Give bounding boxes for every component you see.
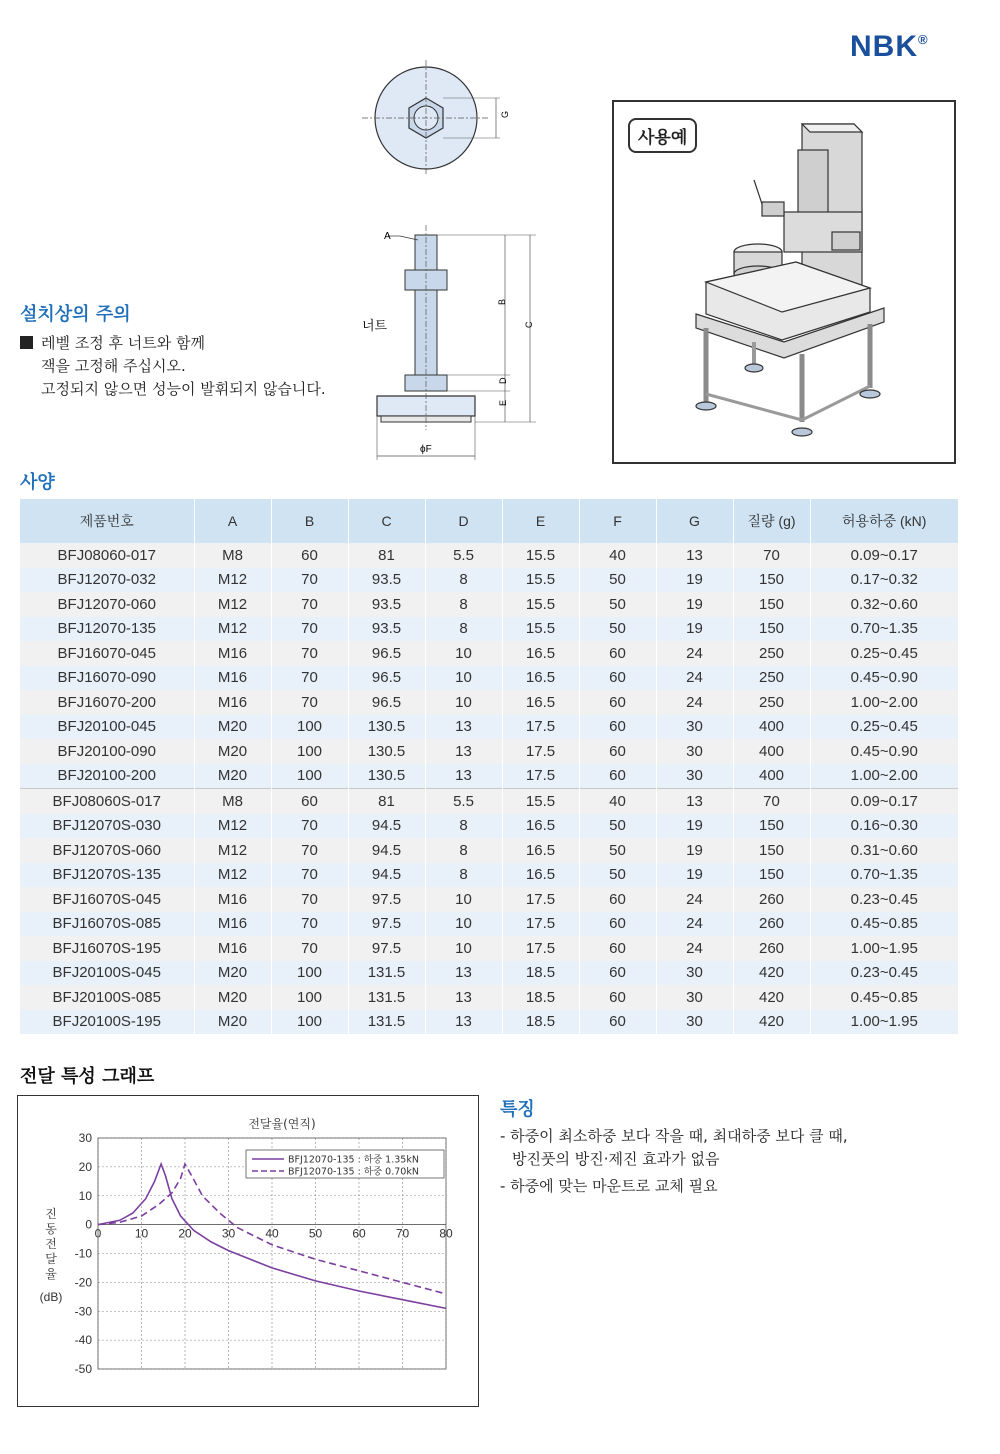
table-cell: 50 bbox=[579, 568, 656, 593]
machine-illustration bbox=[614, 102, 954, 462]
table-cell: 400 bbox=[733, 715, 810, 740]
table-cell: 260 bbox=[733, 912, 810, 937]
table-row bbox=[20, 592, 958, 617]
table-cell: 30 bbox=[656, 961, 733, 986]
table-cell: 0.25~0.45 bbox=[810, 715, 958, 740]
table-cell: 17.5 bbox=[502, 887, 579, 912]
table-cell: BFJ12070-060 bbox=[20, 592, 194, 617]
table-cell: 60 bbox=[579, 961, 656, 986]
table-cell: 13 bbox=[425, 715, 502, 740]
table-cell: 30 bbox=[656, 985, 733, 1010]
table-cell: 19 bbox=[656, 617, 733, 642]
label-g: G bbox=[500, 110, 510, 118]
x-tick-label: 80 bbox=[439, 1226, 453, 1241]
table-row bbox=[20, 887, 958, 912]
table-cell: 0.45~0.90 bbox=[810, 666, 958, 691]
table-cell: 97.5 bbox=[348, 912, 425, 937]
x-tick-label: 40 bbox=[265, 1226, 279, 1241]
table-cell: 10 bbox=[425, 666, 502, 691]
table-cell: 18.5 bbox=[502, 1010, 579, 1035]
table-cell: M8 bbox=[194, 543, 271, 568]
table-row bbox=[20, 690, 958, 715]
table-cell: 0.70~1.35 bbox=[810, 617, 958, 642]
table-cell: 97.5 bbox=[348, 887, 425, 912]
table-row bbox=[20, 666, 958, 691]
label-e: E bbox=[498, 399, 508, 406]
table-cell: 15.5 bbox=[502, 543, 579, 568]
table-cell: BFJ08060-017 bbox=[20, 543, 194, 568]
table-cell: 96.5 bbox=[348, 666, 425, 691]
table-cell: 15.5 bbox=[502, 592, 579, 617]
label-a: A bbox=[384, 231, 391, 242]
table-cell: BFJ20100S-045 bbox=[20, 961, 194, 986]
table-cell: 10 bbox=[425, 690, 502, 715]
col-header: C bbox=[348, 499, 425, 543]
table-cell: 93.5 bbox=[348, 592, 425, 617]
table-row bbox=[20, 814, 958, 839]
table-cell: 5.5 bbox=[425, 789, 502, 814]
table-cell: 15.5 bbox=[502, 789, 579, 814]
table-cell: 60 bbox=[271, 543, 348, 568]
table-row bbox=[20, 961, 958, 986]
table-cell: 16.5 bbox=[502, 814, 579, 839]
x-tick-label: 70 bbox=[395, 1226, 410, 1241]
feature-item: - 하중이 최소하중 보다 작을 때, 최대하중 보다 클 때, 방진풋의 방진·제진 효과가 없음 bbox=[500, 1127, 848, 1168]
table-cell: 260 bbox=[733, 936, 810, 961]
table-cell: 40 bbox=[579, 789, 656, 814]
table-cell: 70 bbox=[271, 568, 348, 593]
table-cell: 70 bbox=[271, 863, 348, 888]
table-cell: 0.09~0.17 bbox=[810, 543, 958, 568]
table-cell: BFJ12070S-030 bbox=[20, 814, 194, 839]
table-cell: BFJ16070S-195 bbox=[20, 936, 194, 961]
col-header: A bbox=[194, 499, 271, 543]
table-cell: M12 bbox=[194, 617, 271, 642]
table-cell: 70 bbox=[271, 838, 348, 863]
table-cell: 60 bbox=[579, 715, 656, 740]
table-cell: 19 bbox=[656, 568, 733, 593]
table-cell: 30 bbox=[656, 739, 733, 764]
table-cell: 70 bbox=[271, 814, 348, 839]
table-cell: 70 bbox=[271, 592, 348, 617]
y-tick-label: 30 bbox=[78, 1131, 92, 1145]
table-cell: 30 bbox=[656, 1010, 733, 1035]
table-cell: BFJ08060S-017 bbox=[20, 789, 194, 814]
table-cell: BFJ16070-045 bbox=[20, 641, 194, 666]
col-header: 질량 (g) bbox=[733, 499, 810, 543]
table-cell: 8 bbox=[425, 568, 502, 593]
table-cell: 8 bbox=[425, 814, 502, 839]
col-header: D bbox=[425, 499, 502, 543]
table-cell: 13 bbox=[425, 764, 502, 789]
table-cell: 8 bbox=[425, 863, 502, 888]
table-cell: 13 bbox=[656, 543, 733, 568]
table-cell: 70 bbox=[271, 666, 348, 691]
table-cell: 16.5 bbox=[502, 641, 579, 666]
table-cell: M20 bbox=[194, 985, 271, 1010]
table-cell: 60 bbox=[579, 690, 656, 715]
table-cell: 10 bbox=[425, 641, 502, 666]
table-cell: M16 bbox=[194, 887, 271, 912]
table-cell: 40 bbox=[579, 543, 656, 568]
table-cell: 16.5 bbox=[502, 863, 579, 888]
table-cell: 260 bbox=[733, 887, 810, 912]
table-cell: 8 bbox=[425, 838, 502, 863]
y-axis-label-char: 달 bbox=[45, 1252, 57, 1266]
table-cell: BFJ20100S-085 bbox=[20, 985, 194, 1010]
table-cell: 0.25~0.45 bbox=[810, 641, 958, 666]
table-cell: 150 bbox=[733, 592, 810, 617]
table-cell: M20 bbox=[194, 961, 271, 986]
y-axis-label-char: 전 bbox=[45, 1237, 57, 1251]
table-cell: 131.5 bbox=[348, 985, 425, 1010]
table-cell: 16.5 bbox=[502, 690, 579, 715]
label-c: C bbox=[524, 321, 534, 328]
label-f: ϕF bbox=[420, 444, 432, 455]
table-cell: 50 bbox=[579, 863, 656, 888]
table-cell: 60 bbox=[579, 887, 656, 912]
table-cell: 81 bbox=[348, 789, 425, 814]
table-cell: 8 bbox=[425, 592, 502, 617]
bullet-square-icon bbox=[20, 336, 33, 349]
table-cell: 70 bbox=[271, 912, 348, 937]
table-cell: 60 bbox=[579, 985, 656, 1010]
table-row bbox=[20, 985, 958, 1010]
table-cell: M16 bbox=[194, 912, 271, 937]
table-cell: BFJ20100S-195 bbox=[20, 1010, 194, 1035]
legend-entry: BFJ12070-135 : 하중 0.70kN bbox=[288, 1166, 419, 1178]
table-cell: 15.5 bbox=[502, 617, 579, 642]
table-cell: 19 bbox=[656, 838, 733, 863]
table-cell: 19 bbox=[656, 863, 733, 888]
table-cell: M16 bbox=[194, 666, 271, 691]
table-cell: BFJ12070-135 bbox=[20, 617, 194, 642]
table-cell: 0.45~0.85 bbox=[810, 985, 958, 1010]
table-cell: 0.17~0.32 bbox=[810, 568, 958, 593]
table-cell: 70 bbox=[271, 887, 348, 912]
x-tick-label: 60 bbox=[352, 1226, 366, 1241]
table-cell: 13 bbox=[656, 789, 733, 814]
col-header: 허용하중 (kN) bbox=[810, 499, 958, 543]
spec-table bbox=[20, 499, 958, 1034]
table-cell: 60 bbox=[579, 641, 656, 666]
table-cell: 0.45~0.90 bbox=[810, 739, 958, 764]
table-cell: 420 bbox=[733, 1010, 810, 1035]
table-cell: 10 bbox=[425, 887, 502, 912]
table-cell: M12 bbox=[194, 592, 271, 617]
table-cell: 10 bbox=[425, 912, 502, 937]
col-header: B bbox=[271, 499, 348, 543]
y-tick-label: 20 bbox=[78, 1159, 92, 1174]
table-cell: BFJ20100-200 bbox=[20, 764, 194, 789]
table-cell: 93.5 bbox=[348, 568, 425, 593]
col-header: G bbox=[656, 499, 733, 543]
table-cell: 130.5 bbox=[348, 739, 425, 764]
table-cell: 1.00~1.95 bbox=[810, 1010, 958, 1035]
table-cell: 420 bbox=[733, 961, 810, 986]
table-cell: 60 bbox=[579, 666, 656, 691]
table-cell: 100 bbox=[271, 739, 348, 764]
table-cell: M16 bbox=[194, 690, 271, 715]
table-cell: 0.16~0.30 bbox=[810, 814, 958, 839]
table-cell: 400 bbox=[733, 739, 810, 764]
table-cell: 100 bbox=[271, 715, 348, 740]
table-cell: 50 bbox=[579, 592, 656, 617]
table-cell: M12 bbox=[194, 568, 271, 593]
table-row bbox=[20, 912, 958, 937]
label-nut: 너트 bbox=[362, 319, 388, 334]
table-row bbox=[20, 543, 958, 568]
table-cell: 19 bbox=[656, 814, 733, 839]
table-cell: 0.70~1.35 bbox=[810, 863, 958, 888]
table-cell: 50 bbox=[579, 838, 656, 863]
table-cell: 96.5 bbox=[348, 641, 425, 666]
table-cell: 1.00~2.00 bbox=[810, 764, 958, 789]
table-cell: BFJ12070S-060 bbox=[20, 838, 194, 863]
notice-title: 설치상의 주의 bbox=[20, 304, 131, 325]
table-row bbox=[20, 617, 958, 642]
y-tick-label: -50 bbox=[74, 1362, 92, 1376]
table-cell: 81 bbox=[348, 543, 425, 568]
table-cell: 13 bbox=[425, 1010, 502, 1035]
usage-label: 사용예 bbox=[628, 118, 697, 153]
table-cell: 150 bbox=[733, 838, 810, 863]
table-cell: 150 bbox=[733, 617, 810, 642]
table-cell: BFJ12070-032 bbox=[20, 568, 194, 593]
feature-item: - 하중에 맞는 마운트로 교체 필요 bbox=[500, 1177, 718, 1195]
table-cell: M8 bbox=[194, 789, 271, 814]
features-title: 특징 bbox=[500, 1099, 535, 1120]
table-cell: 131.5 bbox=[348, 1010, 425, 1035]
table-cell: M12 bbox=[194, 863, 271, 888]
y-tick-label: -30 bbox=[74, 1304, 92, 1319]
table-cell: BFJ20100-045 bbox=[20, 715, 194, 740]
table-cell: 250 bbox=[733, 641, 810, 666]
table-cell: 93.5 bbox=[348, 617, 425, 642]
table-row bbox=[20, 789, 958, 814]
table-cell: 24 bbox=[656, 690, 733, 715]
table-cell: 17.5 bbox=[502, 912, 579, 937]
table-cell: 13 bbox=[425, 985, 502, 1010]
table-cell: 130.5 bbox=[348, 715, 425, 740]
table-cell: 24 bbox=[656, 666, 733, 691]
table-cell: 70 bbox=[271, 617, 348, 642]
y-axis-label-char: 동 bbox=[45, 1222, 57, 1236]
table-cell: 60 bbox=[579, 739, 656, 764]
y-axis-label-char: 진 bbox=[45, 1207, 57, 1221]
table-cell: 17.5 bbox=[502, 764, 579, 789]
table-cell: 150 bbox=[733, 814, 810, 839]
y-axis-label-char: 율 bbox=[45, 1267, 57, 1281]
table-cell: 13 bbox=[425, 961, 502, 986]
table-cell: 5.5 bbox=[425, 543, 502, 568]
table-cell: 16.5 bbox=[502, 838, 579, 863]
table-cell: 16.5 bbox=[502, 666, 579, 691]
table-cell: 97.5 bbox=[348, 936, 425, 961]
table-cell: 10 bbox=[425, 936, 502, 961]
table-cell: 60 bbox=[579, 936, 656, 961]
table-cell: 100 bbox=[271, 764, 348, 789]
table-cell: 400 bbox=[733, 764, 810, 789]
table-cell: 30 bbox=[656, 715, 733, 740]
graph-box bbox=[17, 1095, 479, 1407]
y-tick-label: -40 bbox=[74, 1333, 92, 1348]
spec-title: 사양 bbox=[20, 472, 55, 493]
table-row bbox=[20, 568, 958, 593]
table-cell: 94.5 bbox=[348, 863, 425, 888]
table-cell: M20 bbox=[194, 739, 271, 764]
table-cell: 150 bbox=[733, 863, 810, 888]
table-cell: 70 bbox=[733, 543, 810, 568]
col-header: F bbox=[579, 499, 656, 543]
table-cell: 24 bbox=[656, 641, 733, 666]
x-tick-label: 50 bbox=[308, 1226, 323, 1241]
table-cell: 420 bbox=[733, 985, 810, 1010]
table-row bbox=[20, 838, 958, 863]
table-cell: M20 bbox=[194, 1010, 271, 1035]
table-cell: 94.5 bbox=[348, 838, 425, 863]
y-tick-label: 0 bbox=[85, 1217, 92, 1232]
technical-drawing bbox=[350, 60, 570, 470]
table-cell: 18.5 bbox=[502, 985, 579, 1010]
table-cell: 100 bbox=[271, 961, 348, 986]
features-list bbox=[500, 1125, 848, 1198]
table-row bbox=[20, 739, 958, 764]
table-cell: M20 bbox=[194, 715, 271, 740]
table-cell: 0.09~0.17 bbox=[810, 789, 958, 814]
table-cell: 60 bbox=[579, 764, 656, 789]
table-cell: M12 bbox=[194, 838, 271, 863]
table-cell: 131.5 bbox=[348, 961, 425, 986]
x-tick-label: 20 bbox=[178, 1226, 192, 1241]
table-cell: 1.00~1.95 bbox=[810, 936, 958, 961]
usage-example-box bbox=[612, 100, 956, 464]
table-cell: 70 bbox=[271, 690, 348, 715]
y-tick-label: -20 bbox=[74, 1275, 92, 1290]
table-cell: 0.23~0.45 bbox=[810, 887, 958, 912]
table-cell: 1.00~2.00 bbox=[810, 690, 958, 715]
col-header: 제품번호 bbox=[20, 499, 194, 543]
table-cell: BFJ16070S-085 bbox=[20, 912, 194, 937]
table-row bbox=[20, 764, 958, 789]
table-cell: 100 bbox=[271, 1010, 348, 1035]
table-cell: 24 bbox=[656, 912, 733, 937]
table-cell: 94.5 bbox=[348, 814, 425, 839]
table-cell: 70 bbox=[271, 641, 348, 666]
legend-entry: BFJ12070-135 : 하중 1.35kN bbox=[288, 1154, 419, 1166]
table-cell: 60 bbox=[271, 789, 348, 814]
table-cell: BFJ16070S-045 bbox=[20, 887, 194, 912]
chart-title: 전달율(연직) bbox=[248, 1117, 316, 1131]
table-cell: M16 bbox=[194, 936, 271, 961]
table-cell: 15.5 bbox=[502, 568, 579, 593]
table-cell: M12 bbox=[194, 814, 271, 839]
table-cell: 60 bbox=[579, 912, 656, 937]
table-cell: 0.32~0.60 bbox=[810, 592, 958, 617]
table-cell: 0.45~0.85 bbox=[810, 912, 958, 937]
table-cell: 150 bbox=[733, 568, 810, 593]
table-cell: 17.5 bbox=[502, 715, 579, 740]
table-cell: BFJ20100-090 bbox=[20, 739, 194, 764]
notice-text: 레벨 조정 후 너트와 함께 잭을 고정해 주십시오. 고정되지 않으면 성능이 발휘되지 않습니다. bbox=[20, 332, 326, 401]
table-cell: 50 bbox=[579, 814, 656, 839]
brand-logo: NBK® bbox=[850, 30, 929, 63]
table-cell: 100 bbox=[271, 985, 348, 1010]
table-cell: 24 bbox=[656, 887, 733, 912]
y-tick-label: -10 bbox=[74, 1246, 92, 1261]
table-cell: 19 bbox=[656, 592, 733, 617]
table-cell: 13 bbox=[425, 739, 502, 764]
table-cell: 50 bbox=[579, 617, 656, 642]
table-cell: 24 bbox=[656, 936, 733, 961]
table-cell: 70 bbox=[733, 789, 810, 814]
x-tick-label: 30 bbox=[221, 1226, 236, 1241]
label-b: B bbox=[497, 298, 507, 305]
table-cell: BFJ16070-090 bbox=[20, 666, 194, 691]
table-cell: 17.5 bbox=[502, 739, 579, 764]
table-cell: 30 bbox=[656, 764, 733, 789]
table-cell: M20 bbox=[194, 764, 271, 789]
table-cell: BFJ12070S-135 bbox=[20, 863, 194, 888]
table-cell: 96.5 bbox=[348, 690, 425, 715]
table-cell: 17.5 bbox=[502, 936, 579, 961]
table-row bbox=[20, 641, 958, 666]
x-tick-label: 0 bbox=[94, 1226, 102, 1241]
table-row bbox=[20, 715, 958, 740]
table-cell: 18.5 bbox=[502, 961, 579, 986]
table-cell: 60 bbox=[579, 1010, 656, 1035]
table-cell: 0.23~0.45 bbox=[810, 961, 958, 986]
y-axis-unit: (dB) bbox=[39, 1290, 63, 1304]
table-cell: 130.5 bbox=[348, 764, 425, 789]
col-header: E bbox=[502, 499, 579, 543]
table-row bbox=[20, 936, 958, 961]
table-row bbox=[20, 863, 958, 888]
transmissibility-chart bbox=[18, 1096, 478, 1406]
table-cell: M16 bbox=[194, 641, 271, 666]
spec-header-row bbox=[20, 499, 958, 543]
graph-section-title: 전달 특성 그래프 bbox=[20, 1066, 155, 1087]
table-cell: 70 bbox=[271, 936, 348, 961]
x-tick-label: 10 bbox=[134, 1226, 149, 1241]
table-cell: 0.31~0.60 bbox=[810, 838, 958, 863]
table-cell: 8 bbox=[425, 617, 502, 642]
table-cell: 250 bbox=[733, 690, 810, 715]
y-tick-label: 10 bbox=[78, 1188, 92, 1203]
table-row bbox=[20, 1010, 958, 1035]
table-cell: BFJ16070-200 bbox=[20, 690, 194, 715]
label-d: D bbox=[498, 377, 508, 384]
table-cell: 250 bbox=[733, 666, 810, 691]
